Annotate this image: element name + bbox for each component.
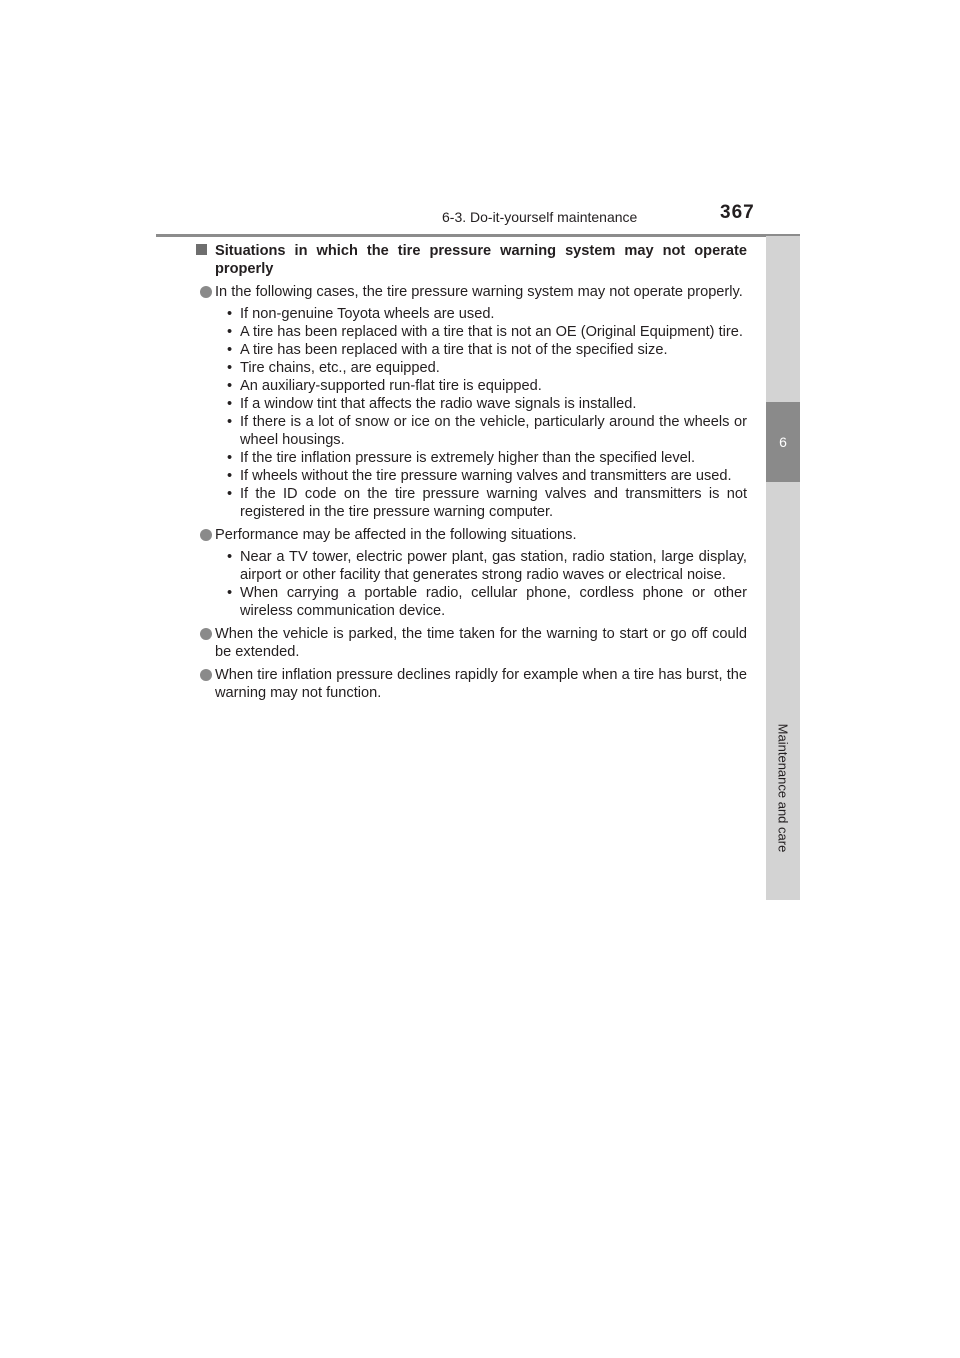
sub-list [215,548,747,620]
bullet-list [215,283,747,702]
sub-list-item-text: If wheels without the tire pressure warning valves and transmitters are used. [240,468,732,484]
sub-list-item-text: If a window tint that affects the radio wave signals is installed. [240,396,637,412]
sub-list-item-text: A tire has been replaced with a tire that is not an OE (Original Equipment) tire. [240,324,743,340]
list-item-text: When the vehicle is parked, the time taken for the warning to start or go off could be extended. [215,626,747,660]
list-item-text: In the following cases, the tire pressure warning system may not operate properly. [215,284,743,300]
square-bullet-icon [196,244,207,255]
list-item-text: Performance may be affected in the following situations. [215,527,577,543]
sub-list-item [227,584,747,620]
sub-list-item-text: If the tire inflation pressure is extremely higher than the specified level. [240,450,696,466]
list-item [215,283,747,521]
dot-bullet-icon: • [227,324,233,340]
dot-bullet-icon: • [227,468,233,484]
sub-list-item [227,449,747,467]
sub-list-item-text: When carrying a portable radio, cellular phone, cordless phone or other wireless communication device. [240,585,747,619]
dot-bullet-icon: • [227,378,233,394]
circle-bullet-icon [200,669,212,681]
dot-bullet-icon: • [227,450,233,466]
sub-list-item [227,548,747,584]
sub-list-item [227,305,747,323]
sub-list-item-text: Near a TV tower, electric power plant, gas station, radio station, large display, airport or other facility that generates strong radio waves or electrical noise. [240,549,747,583]
sub-list-item [227,377,747,395]
dot-bullet-icon: • [227,549,233,565]
chapter-label: Maintenance and care [775,723,791,853]
heading-text: Situations in which the tire pressure warning system may not operate properly [215,243,747,277]
circle-bullet-icon [200,628,212,640]
dot-bullet-icon: • [227,342,233,358]
sub-list-item [227,485,747,521]
sub-list-item [227,341,747,359]
circle-bullet-icon [200,286,212,298]
sub-list-item-text: If the ID code on the tire pressure warning valves and transmitters is not registered in the tire pressure warning computer. [240,486,747,520]
list-item [215,625,747,661]
dot-bullet-icon: • [227,306,233,322]
sub-list-item-text: A tire has been replaced with a tire that is not of the specified size. [240,342,668,358]
sub-list-item-text: An auxiliary-supported run-flat tire is equipped. [240,378,542,394]
sub-list-item-text: Tire chains, etc., are equipped. [240,360,440,376]
sub-list [215,305,747,521]
dot-bullet-icon: • [227,360,233,376]
dot-bullet-icon: • [227,486,233,502]
sub-list-item [227,323,747,341]
sub-list-item [227,359,747,377]
section-heading [215,242,747,278]
section-title: 6-3. Do-it-yourself maintenance [442,209,638,225]
sub-list-item [227,395,747,413]
page-number: 367 [720,202,755,223]
dot-bullet-icon: • [227,414,233,430]
sub-list-item [227,413,747,449]
sub-list-item-text: If there is a lot of snow or ice on the vehicle, particularly around the wheels or wheel housings. [240,414,747,448]
page-content [215,242,747,702]
sub-list-item [227,467,747,485]
chapter-number: 6 [766,402,800,482]
sub-list-item-text: If non-genuine Toyota wheels are used. [240,306,495,322]
list-item [215,666,747,702]
dot-bullet-icon: • [227,585,233,601]
dot-bullet-icon: • [227,396,233,412]
list-item [215,526,747,620]
list-item-text: When tire inflation pressure declines rapidly for example when a tire has burst, the warning may not function. [215,667,747,701]
circle-bullet-icon [200,529,212,541]
